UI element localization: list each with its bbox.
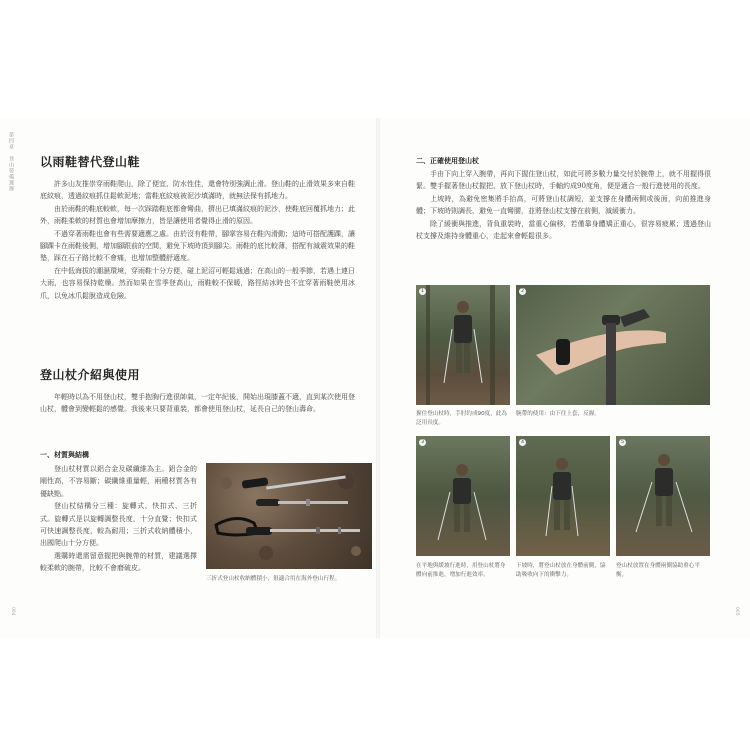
photo-2-caption: 腕帶的使用：由下往上套，反握。 [516, 411, 600, 417]
page-number-right: 065 [734, 607, 739, 616]
section2-intro [40, 391, 355, 416]
trekking-poles-photo [206, 463, 372, 569]
photo-5 [616, 436, 710, 556]
photo-1-caption: 握住登山杖時，手肘約成90度，此為泛用長度。 [416, 411, 508, 426]
photo-3 [416, 436, 510, 556]
topic-label: 登山裝備選擇 [8, 156, 14, 192]
chapter-label: 第四章 [8, 132, 14, 150]
hiker-icon [516, 436, 610, 556]
paragraph: 年輕時以為不用登山杖，雙手抱胸行進很帥氣，一定年紀後，開始出現膝蓋不適，直到某次使用登山杖，體會到變輕鬆的感覺。我後來只要背重裝，都會使用登山杖，延長自己的登山壽命。 [40, 393, 355, 414]
paragraph: 上坡時，為避免密集將手抬高，可將登山杖調短，並支撐在身體兩側或後面，向前推進身體；下坡時則調長，避免一直彎腰，並將登山杖支撐在前側，減緩衝力。 [416, 194, 711, 216]
subsection1-title: 一、材質與結構 [40, 450, 89, 459]
paragraph: 除了緩衝與推進，背負重裝時，當重心偏移，若僅靠身體矯正重心，很容易疲累；透過登山杖支撐及維持身體重心，走起來會輕鬆很多。 [416, 219, 711, 241]
hiker-icon [616, 436, 710, 556]
photo-number-badge: 2 [519, 288, 526, 295]
photo-2 [516, 285, 710, 405]
paragraph: 在中低海拔的潮濕環境，穿雨鞋十分方便，碰上泥沼可輕鬆通過；在高山的一般季節，若遇上連日大雨，也容易保持乾燥。然而如果在雪季登高山，雨鞋較不保暖，路徑結冰時也不宜穿著雨鞋使用冰爪，以免冰爪鬆脫造成危險。 [40, 266, 355, 300]
paragraph: 登山杖材質以鋁合金及碳纖維為主。鋁合金的剛性高，不容易斷；碳纖維重量輕，兩種材質各有優缺點。 [40, 465, 197, 498]
paragraph: 選購時還需留意握把與腕帶的材質，建議選擇較柔軟的腕帶，比較不會磨破皮。 [40, 551, 197, 573]
section2-title: 登山杖介紹與使用 [40, 368, 141, 382]
photo-number-badge: 3 [419, 439, 426, 446]
paragraph: 手由下向上穿入腕帶，再向下握住登山杖，如此可將多數力量交付於腕帶上，就不用握得很緊。雙手握著登山杖握把，放下登山杖時，手軸約成90度角，便是適合一般行進使用的長度。 [416, 170, 711, 191]
paragraph: 許多山友推崇穿雨鞋爬山，除了便宜、防水性佳，還會特別強調止滑。登山鞋的止滑效果多來自鞋底紋痕，透過紋痕抓住鬆軟泥地；當鞋底紋痕被泥沙填滿時，就無法保有抓地力。 [40, 180, 355, 201]
subsection2-title: 二、正確使用登山杖 [416, 156, 479, 165]
photo-3-caption: 在平地與緩坡行進時，用登山杖將身體向前推進，增加行進效率。 [416, 563, 506, 578]
paragraph: 不過穿著雨鞋也會有些需要適應之處。由於沒有鞋帶，腳掌容易在鞋內滑動；這時可搭配護踝，讓腳踝卡在雨鞋後側，增加腳跟前的空間，避免下坡時頂到腳尖。雨鞋的底比較薄，搭配有減震效果的鞋墊，踩在石子路比較不會痛，也增加整體舒適度。 [40, 229, 355, 263]
subsection1-body [40, 463, 197, 575]
hand-grip-icon [516, 285, 710, 405]
photo-1 [416, 285, 510, 405]
photo-5-caption: 登山杖放置在身體兩側協助重心平衡。 [616, 563, 700, 578]
hiker-icon [416, 436, 510, 556]
page-number-left: 064 [10, 607, 15, 616]
trekking-poles-icon [206, 463, 372, 569]
subsection2-body [416, 168, 711, 242]
photo-4 [516, 436, 610, 556]
photo-number-badge: 4 [519, 439, 526, 446]
paragraph: 由於雨鞋的鞋底較軟，每一次踩踏鞋底都會彎曲，擠出已填滿紋痕的泥沙，使鞋底回覆抓地力；此外，雨鞋柔軟的材質也會增加摩擦力，皆是讓使用者覺得止滑的原因。 [40, 204, 355, 226]
photo-4-caption: 下坡時，將登山杖放在身體前側，協助吸收向下的衝擊力。 [516, 563, 606, 578]
section1-title: 以雨鞋替代登山鞋 [40, 155, 141, 169]
section1-body [40, 178, 355, 302]
gutter [376, 118, 380, 638]
paragraph: 登山杖結構分三種：旋轉式、快扣式、三折式。旋轉式是以旋轉調整長度，十分直覺；快扣式可快速調整長度，較為耐用；三折式收納體積小，出國爬山十分方便。 [40, 502, 197, 548]
photo-number-badge: 1 [419, 288, 426, 295]
trekking-poles-caption: 三折式登山杖收納體積小，很適合用在海外登山行程。 [206, 576, 341, 582]
photo-number-badge: 5 [619, 439, 626, 446]
hiker-icon [416, 285, 510, 405]
